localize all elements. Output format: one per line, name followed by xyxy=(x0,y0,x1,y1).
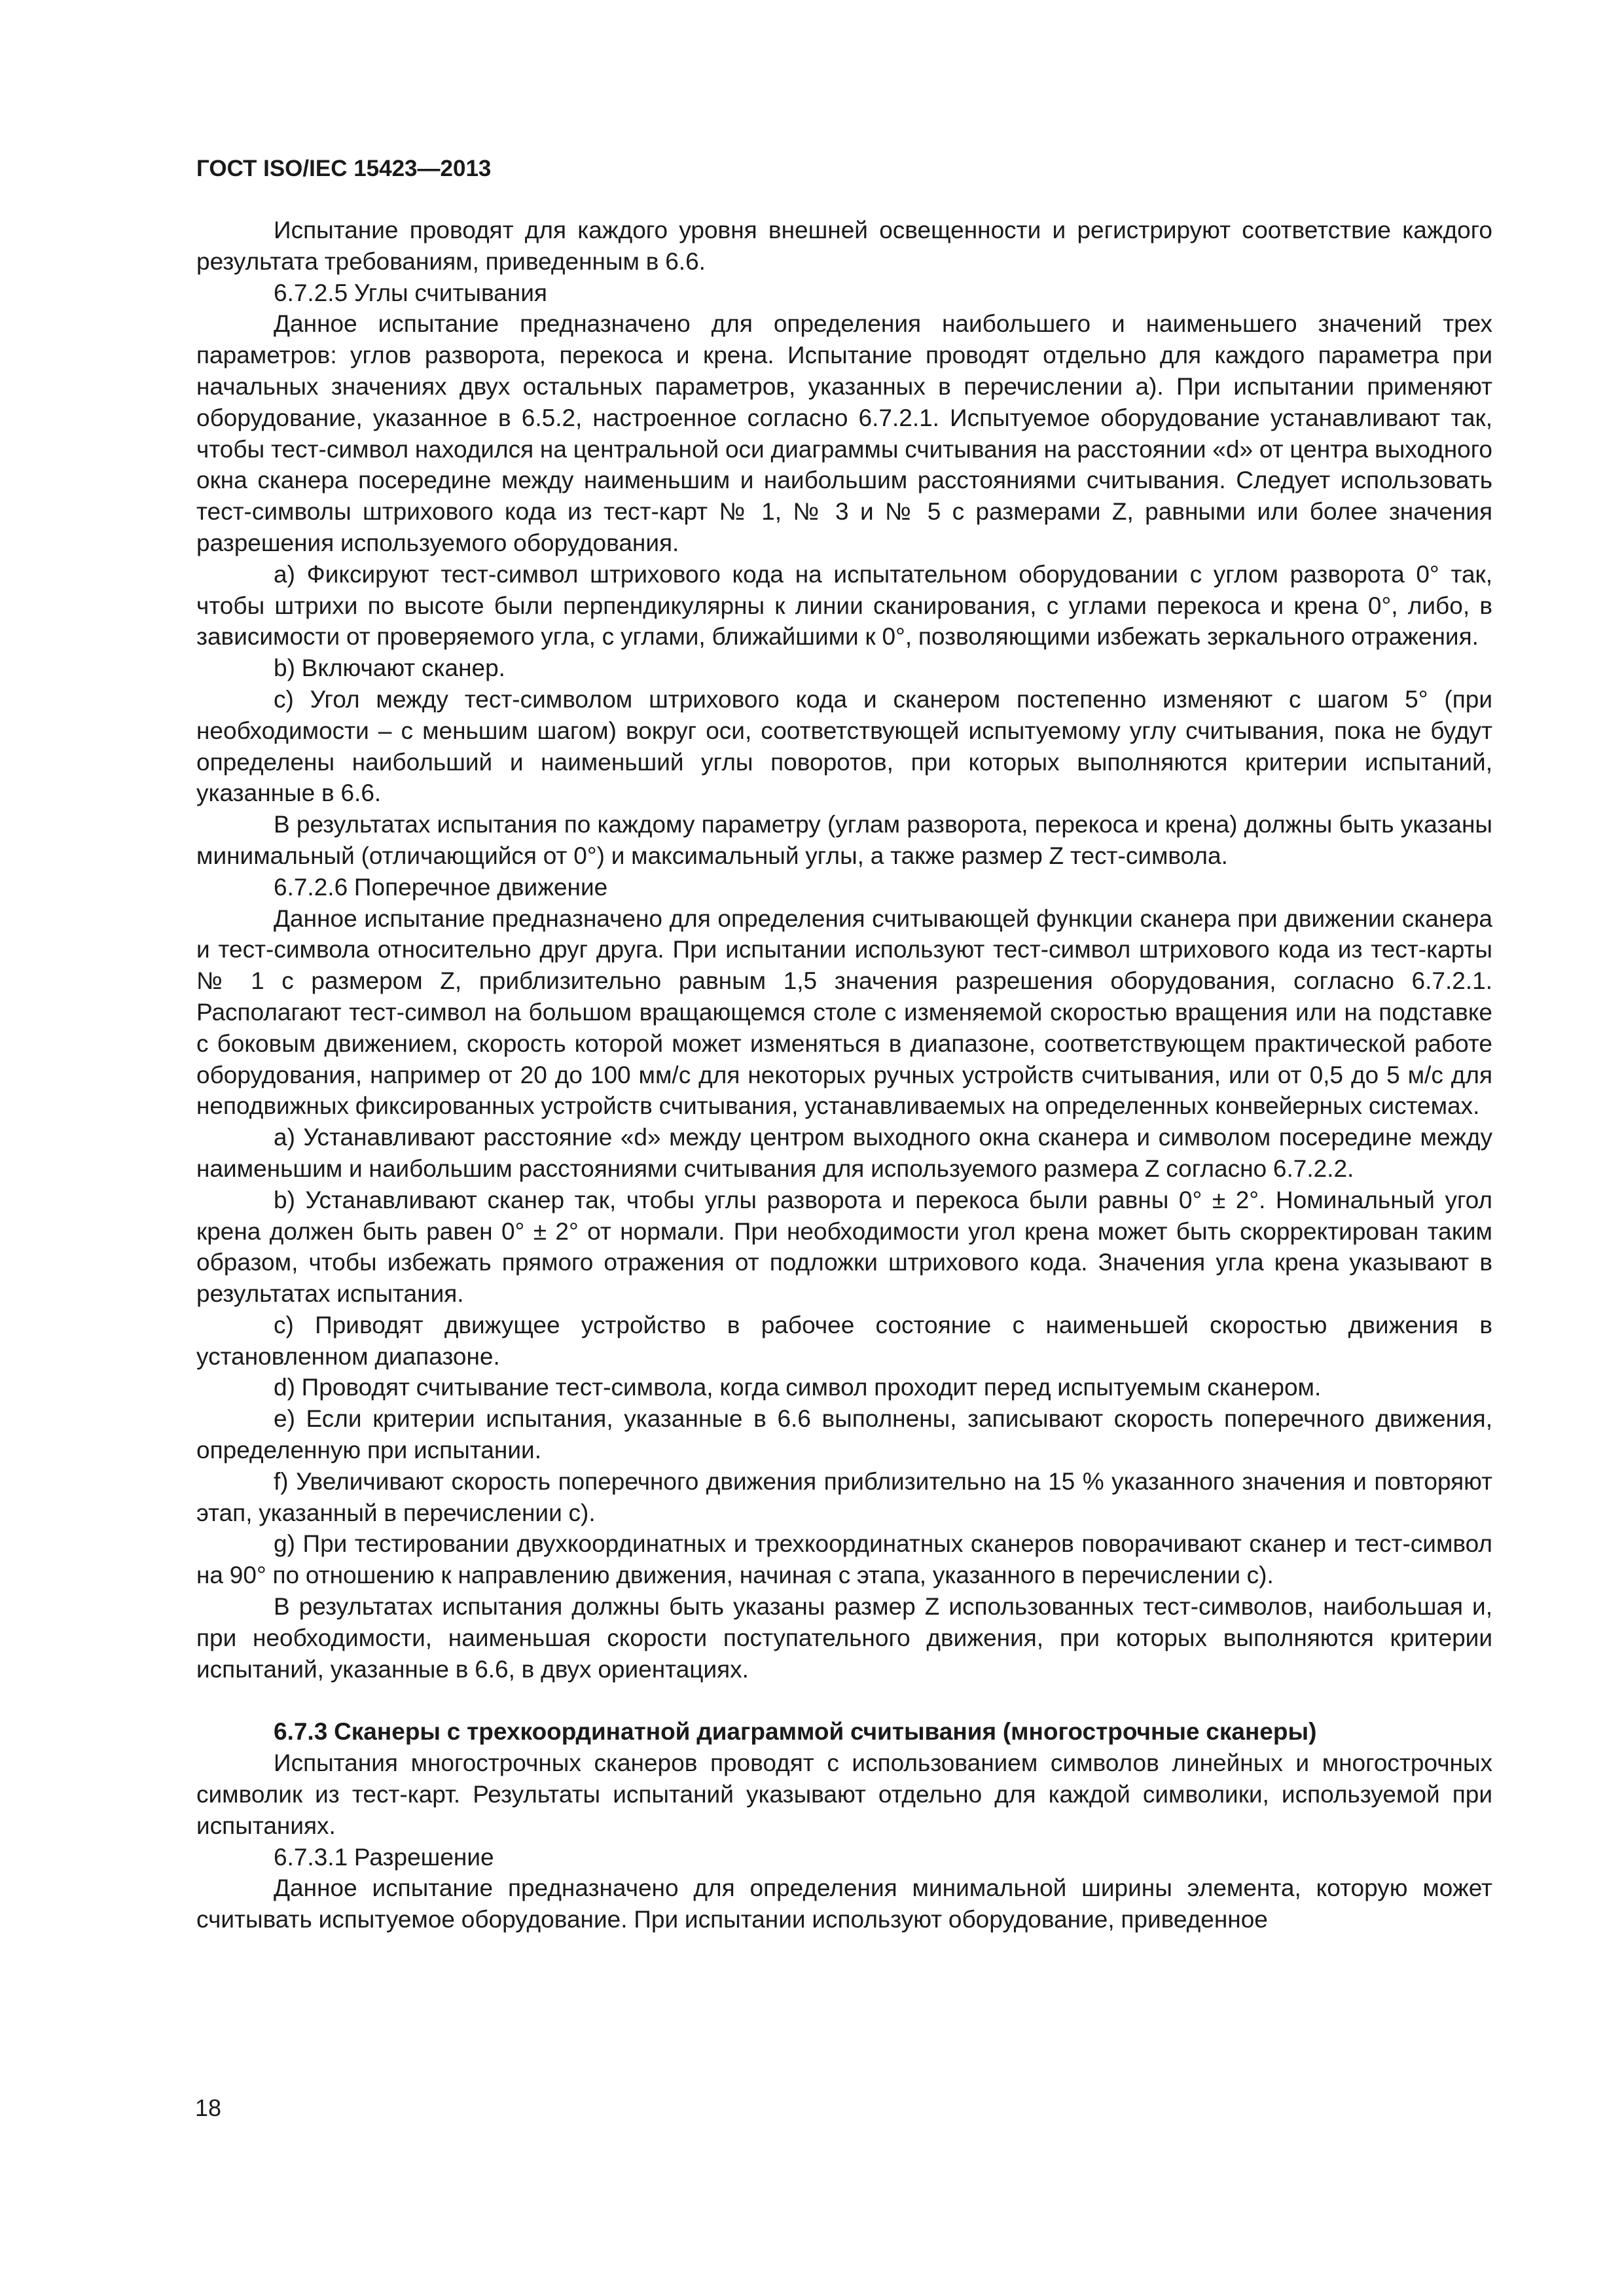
list-item-c: c) Приводят движущее устройство в рабочее состояние с наименьшей скоростью движения в установленном диапазоне. xyxy=(196,1311,1492,1370)
list-item-a: а) Фиксируют тест-символ штрихового кода на испытательном оборудовании с углом разворота 0° так, чтобы штрихи по высоте были перпендикулярны к линии сканирования, с углами перекоса и крена 0°, либо, в зависимости от проверяемого угла, с углами, ближайшими к 0°, позволяющими избежать зеркального отражения. xyxy=(196,560,1492,651)
list-item-c: c) Угол между тест-символом штрихового кода и сканером постепенно изменяют с шагом 5° (при необходимости – с меньшим шагом) вокруг оси, соответствующей испытуемому углу считывания, пока не будут определены наибольший и наименьший углы поворотов, при которых выполняются критерии испытаний, указанные в 6.6. xyxy=(196,685,1492,807)
page-number: 18 xyxy=(195,2094,222,2121)
list-item-b: b) Включают сканер. xyxy=(274,655,505,682)
paragraph: Испытания многострочных сканеров проводят с использованием символов линейных и многострочных символик из тест-карт. Результаты испытаний указывают отдельно для каждой символики, используемой при испытаниях. xyxy=(196,1749,1492,1839)
document-body xyxy=(196,215,1492,1935)
list-item-a: а) Устанавливают расстояние «d» между центром выходного окна сканера и символом посередине между наименьшим и наибольшим расстояниями считывания для используемого размера Z согласно 6.7.2.2. xyxy=(196,1124,1492,1182)
paragraph: В результатах испытания должны быть указаны размер Z использованных тест-символов, наибольшая и, при необходимости, наименьшая скорости поступательного движения, при которых выполняются критерии испытаний, указанные в 6.6, в двух ориентациях. xyxy=(196,1593,1492,1683)
list-item-e: e) Если критерии испытания, указанные в 6.6 выполнены, записывают скорость поперечного движения, определенную при испытании. xyxy=(196,1405,1492,1464)
section-title-6-7-2-6: 6.7.2.6 Поперечное движение xyxy=(274,873,608,901)
paragraph: Испытание проводят для каждого уровня внешней освещенности и регистрируют соответствие каждого результата требованиям, приведенным в 6.6. xyxy=(196,217,1492,275)
section-title-6-7-2-5: 6.7.2.5 Углы считывания xyxy=(274,279,547,306)
list-item-g: g) При тестировании двухкоординатных и трехкоординатных сканеров поворачивают сканер и тест-символ на 90° по отношению к направлению движения, начиная с этапа, указанного в перечислении с). xyxy=(196,1530,1492,1589)
document-header-title: ГОСТ ISO/IEC 15423—2013 xyxy=(196,156,492,181)
paragraph: Данное испытание предназначено для определения наибольшего и наименьшего значений трех параметров: углов разворота, перекоса и крена. Испытание проводят отдельно для каждого параметра при начальных значениях двух остальных параметров, указанных в перечислении а). При испытании применяют оборудование, указанное в 6.5.2, настроенное согласно 6.7.2.1. Испытуемое оборудование устанавливают так, чтобы тест-символ находился на центральной оси диаграммы считывания на расстоянии «d» от центра выходного окна сканера посередине между наименьшим и наибольшим расстояниями считывания. Следует использовать тест-символы штрихового кода из тест-карт № 1, № 3 и № 5 с размерами Z, равными или более значения разрешения используемого оборудования. xyxy=(196,310,1492,556)
section-heading-6-7-3: 6.7.3 Сканеры с трехкоординатной диаграммой считывания (многострочные сканеры) xyxy=(274,1718,1317,1746)
paragraph: Данное испытание предназначено для определения минимальной ширины элемента, которую может считывать испытуемое оборудование. При испытании используют оборудование, приведенное xyxy=(196,1874,1492,1933)
paragraph: В результатах испытания по каждому параметру (углам разворота, перекоса и крена) должны быть указаны минимальный (отличающийся от 0°) и максимальный углы, а также размер Z тест-символа. xyxy=(196,811,1492,869)
paragraph: Данное испытание предназначено для определения считывающей функции сканера при движении сканера и тест-символа относительно друг друга. При испытании используют тест-символ штрихового кода из тест-карты № 1 с размером Z, приблизительно равным 1,5 значения разрешения оборудования, согласно 6.7.2.1. Располагают тест-символ на большом вращающемся столе с изменяемой скоростью вращения или на подставке с боковым движением, скорость которой может изменяться в диапазоне, соответствующем практической работе оборудования, например от 20 до 100 мм/с для некоторых ручных устройств считывания, или от 0,5 до 5 м/с для неподвижных фиксированных устройств считывания, устанавливаемых на определенных конвейерных системах. xyxy=(196,905,1492,1120)
list-item-d: d) Проводят считывание тест-символа, когда символ проходит перед испытуемым сканером. xyxy=(274,1374,1322,1401)
list-item-f: f) Увеличивают скорость поперечного движения приблизительно на 15 % указанного значения и повторяют этап, указанный в перечислении с). xyxy=(196,1467,1492,1526)
list-item-b: b) Устанавливают сканер так, чтобы углы разворота и перекоса были равны 0° ± 2°. Номинальный угол крена должен быть равен 0° ± 2° от нормали. При необходимости угол крена может быть скорректирован таким образом, чтобы избежать прямого отражения от подложки штрихового кода. Значения угла крена указывают в результатах испытания. xyxy=(196,1186,1492,1308)
section-title-6-7-3-1: 6.7.3.1 Разрешение xyxy=(274,1843,494,1871)
